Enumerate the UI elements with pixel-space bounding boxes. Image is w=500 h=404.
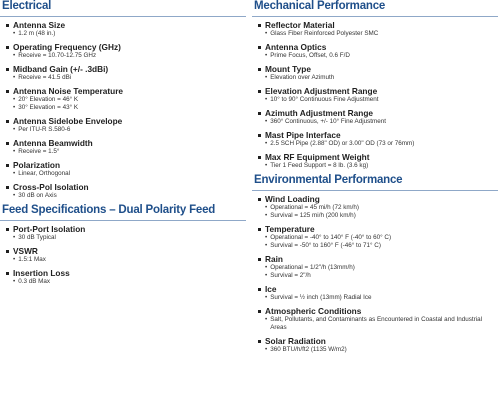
spec-item-label: Antenna Sidelobe Envelope xyxy=(13,116,123,126)
spec-item xyxy=(258,224,498,250)
dot-bullet-icon: • xyxy=(13,104,16,111)
dot-bullet-icon: • xyxy=(265,264,268,271)
spec-item-title xyxy=(6,64,246,74)
spec-item-title xyxy=(258,86,498,96)
dot-bullet-icon: • xyxy=(265,96,268,103)
spec-detail xyxy=(13,256,246,264)
spec-item-title xyxy=(258,130,498,140)
spec-item-label: Insertion Loss xyxy=(13,268,70,278)
spec-item xyxy=(258,284,498,302)
spec-item-title xyxy=(258,108,498,118)
spec-detail xyxy=(265,140,498,148)
spec-detail xyxy=(13,30,246,38)
spec-item-title xyxy=(6,268,246,278)
square-bullet-icon xyxy=(258,134,261,137)
spec-detail xyxy=(13,148,246,156)
spec-item-label: Mast Pipe Interface xyxy=(265,130,341,140)
spec-item xyxy=(258,86,498,104)
spec-detail-text: 360 BTU/h/ft2 (1135 W/m2) xyxy=(270,346,347,353)
spec-item-title xyxy=(258,42,498,52)
section-divider xyxy=(0,16,246,17)
spec-item xyxy=(258,42,498,60)
square-bullet-icon xyxy=(258,156,261,159)
spec-detail xyxy=(265,74,498,82)
spec-item-title xyxy=(258,64,498,74)
spec-detail-text: Operational = 45 mi/h (72 km/h) xyxy=(270,204,359,211)
spec-detail-text: Survival = 2"/h xyxy=(270,272,311,279)
spec-item-label: VSWR xyxy=(13,246,38,256)
spec-item-label: Polarization xyxy=(13,160,61,170)
spec-item xyxy=(6,42,246,60)
spec-detail xyxy=(265,52,498,60)
square-bullet-icon xyxy=(6,142,9,145)
square-bullet-icon xyxy=(6,250,9,253)
spec-detail xyxy=(13,278,246,286)
spec-detail xyxy=(13,234,246,242)
spec-item-title xyxy=(6,138,246,148)
spec-item-label: Port-Port Isolation xyxy=(13,224,86,234)
spec-detail xyxy=(265,204,498,212)
spec-item-title xyxy=(6,246,246,256)
square-bullet-icon xyxy=(6,228,9,231)
square-bullet-icon xyxy=(258,46,261,49)
spec-detail xyxy=(13,96,246,104)
spec-detail xyxy=(265,264,498,272)
spec-detail-text: 1.5:1 Max xyxy=(18,256,46,263)
spec-detail-text: Linear, Orthogonal xyxy=(18,170,71,177)
spec-item xyxy=(6,268,246,286)
spec-detail xyxy=(13,52,246,60)
spec-item-title xyxy=(6,42,246,52)
spec-item-title xyxy=(6,160,246,170)
spec-item-title xyxy=(258,284,498,294)
spec-item-label: Antenna Size xyxy=(13,20,66,30)
spec-item xyxy=(258,194,498,220)
spec-item-title xyxy=(258,152,498,162)
spec-item-label: Wind Loading xyxy=(265,194,320,204)
spec-detail-text: Operational = -40° to 140° F (-40° to 60° C) xyxy=(270,234,392,241)
spec-detail-text: Survival = 125 mi/h (200 km/h) xyxy=(270,212,356,219)
square-bullet-icon xyxy=(6,68,9,71)
square-bullet-icon xyxy=(258,340,261,343)
spec-detail-text: 30 dB on Axis xyxy=(18,192,57,199)
spec-item xyxy=(6,86,246,112)
spec-item-label: Azimuth Adjustment Range xyxy=(265,108,374,118)
mechanical-section xyxy=(252,0,498,170)
spec-item-label: Max RF Equipment Weight xyxy=(265,152,370,162)
spec-list xyxy=(252,194,498,354)
spec-item xyxy=(258,108,498,126)
dot-bullet-icon: • xyxy=(265,204,268,211)
dot-bullet-icon: • xyxy=(265,118,268,125)
dot-bullet-icon: • xyxy=(13,126,16,133)
spec-item-label: Ice xyxy=(265,284,277,294)
spec-item-label: Cross-Pol Isolation xyxy=(13,182,89,192)
spec-detail xyxy=(265,242,498,250)
spec-detail xyxy=(13,126,246,134)
spec-detail-text: Salt, Pollutants, and Contaminants as Encountered in Coastal and Industrial Areas xyxy=(270,316,482,331)
square-bullet-icon xyxy=(258,68,261,71)
environmental-section xyxy=(252,174,498,354)
spec-detail xyxy=(265,30,498,38)
spec-detail xyxy=(265,96,498,104)
spec-detail xyxy=(265,272,498,280)
spec-list xyxy=(0,224,246,286)
spec-list xyxy=(0,20,246,200)
spec-item-label: Elevation Adjustment Range xyxy=(265,86,378,96)
spec-item-title xyxy=(258,20,498,30)
section-divider xyxy=(0,220,246,221)
spec-detail xyxy=(265,162,498,170)
spec-detail-text: 0.3 dB Max xyxy=(18,278,51,285)
spec-item xyxy=(258,64,498,82)
spec-detail-text: Receive = 41.5 dBi xyxy=(18,74,72,81)
dot-bullet-icon: • xyxy=(265,212,268,219)
spec-detail-text: 30° Elevation = 43° K xyxy=(18,104,79,111)
spec-item-label: Mount Type xyxy=(265,64,311,74)
dot-bullet-icon: • xyxy=(265,272,268,279)
dot-bullet-icon: • xyxy=(13,192,16,199)
spec-item-label: Rain xyxy=(265,254,283,264)
dot-bullet-icon: • xyxy=(13,52,16,59)
dot-bullet-icon: • xyxy=(13,170,16,177)
dot-bullet-icon: • xyxy=(265,52,268,59)
spec-item xyxy=(6,224,246,242)
spec-detail-text: Operational = 1/2"/h (13mm/h) xyxy=(270,264,355,271)
dot-bullet-icon: • xyxy=(13,96,16,103)
spec-detail-text: 30 dB Typical xyxy=(18,234,56,241)
feed-section xyxy=(0,204,246,286)
spec-item-title xyxy=(258,194,498,204)
spec-detail xyxy=(265,234,498,242)
section-title: Environmental Performance xyxy=(254,174,403,186)
spec-detail xyxy=(13,192,246,200)
spec-item-title xyxy=(258,336,498,346)
square-bullet-icon xyxy=(6,164,9,167)
spec-item xyxy=(258,254,498,280)
dot-bullet-icon: • xyxy=(265,140,268,147)
square-bullet-icon xyxy=(258,228,261,231)
spec-detail-text: Tier 1 Feed Support = 8 lb. (3.6 kg) xyxy=(270,162,369,169)
spec-detail xyxy=(265,346,498,354)
dot-bullet-icon: • xyxy=(265,30,268,37)
spec-detail-text: Receive = 10.70-12.75 GHz xyxy=(18,52,97,59)
right-column xyxy=(252,0,498,358)
spec-item-title xyxy=(6,116,246,126)
spec-item-title xyxy=(258,306,498,316)
square-bullet-icon xyxy=(258,198,261,201)
square-bullet-icon xyxy=(258,258,261,261)
spec-detail xyxy=(265,316,498,332)
dot-bullet-icon: • xyxy=(265,162,268,169)
spec-item xyxy=(6,20,246,38)
spec-item-title xyxy=(6,182,246,192)
spec-detail xyxy=(265,212,498,220)
section-divider xyxy=(252,190,498,191)
spec-item-label: Antenna Optics xyxy=(265,42,327,52)
spec-item xyxy=(6,64,246,82)
spec-item-title xyxy=(6,224,246,234)
square-bullet-icon xyxy=(6,24,9,27)
spec-item-label: Reflector Material xyxy=(265,20,335,30)
spec-item-title xyxy=(258,254,498,264)
spec-item-title xyxy=(258,224,498,234)
square-bullet-icon xyxy=(258,310,261,313)
square-bullet-icon xyxy=(6,90,9,93)
square-bullet-icon xyxy=(6,46,9,49)
dot-bullet-icon: • xyxy=(265,294,268,301)
spec-detail-text: 1.2 m (48 in.) xyxy=(18,30,56,37)
spec-detail-text: Receive = 1.5° xyxy=(18,148,60,155)
spec-detail-text: Per ITU-R S.580-6 xyxy=(18,126,71,133)
section-title: Electrical xyxy=(2,0,52,12)
section-title: Mechanical Performance xyxy=(254,0,386,12)
spec-detail-text: Prime Focus, Offset, 0.6 F/D xyxy=(270,52,350,59)
dot-bullet-icon: • xyxy=(13,74,16,81)
spec-item xyxy=(6,138,246,156)
spec-detail xyxy=(13,104,246,112)
square-bullet-icon xyxy=(6,272,9,275)
spec-item-label: Operating Frequency (GHz) xyxy=(13,42,121,52)
spec-item-label: Temperature xyxy=(265,224,315,234)
spec-detail-text: 2.5 SCH Pipe (2.88" OD) or 3.00" OD (73 or 76mm) xyxy=(270,140,415,147)
dot-bullet-icon: • xyxy=(13,234,16,241)
spec-item-label: Antenna Noise Temperature xyxy=(13,86,124,96)
spec-item xyxy=(258,20,498,38)
spec-item xyxy=(258,130,498,148)
dot-bullet-icon: • xyxy=(265,74,268,81)
spec-detail-text: Glass Fiber Reinforced Polyester SMC xyxy=(270,30,379,37)
section-divider xyxy=(252,16,498,17)
dot-bullet-icon: • xyxy=(13,30,16,37)
spec-detail-text: 10° to 90° Continuous Fine Adjustment xyxy=(270,96,379,103)
spec-detail xyxy=(265,294,498,302)
spec-item-label: Atmospheric Conditions xyxy=(265,306,362,316)
spec-detail-text: Survival = -50° to 160° F (-46° to 71° C) xyxy=(270,242,381,249)
spec-item xyxy=(258,306,498,332)
spec-item xyxy=(6,116,246,134)
square-bullet-icon xyxy=(6,120,9,123)
spec-item xyxy=(258,152,498,170)
spec-item xyxy=(6,160,246,178)
spec-item-title xyxy=(6,20,246,30)
spec-item-label: Antenna Beamwidth xyxy=(13,138,93,148)
spec-detail-text: 360° Continuous, +/- 10° Fine Adjustment xyxy=(270,118,387,125)
square-bullet-icon xyxy=(258,112,261,115)
spec-detail-text: 20° Elevation = 46° K xyxy=(18,96,79,103)
spec-detail-text: Elevation over Azimuth xyxy=(270,74,335,81)
left-column xyxy=(0,0,246,290)
spec-item-label: Solar Radiation xyxy=(265,336,326,346)
dot-bullet-icon: • xyxy=(265,316,268,323)
dot-bullet-icon: • xyxy=(13,256,16,263)
square-bullet-icon xyxy=(258,288,261,291)
square-bullet-icon xyxy=(6,186,9,189)
dot-bullet-icon: • xyxy=(265,242,268,249)
spec-item xyxy=(6,246,246,264)
spec-detail xyxy=(265,118,498,126)
spec-item-title xyxy=(6,86,246,96)
dot-bullet-icon: • xyxy=(13,278,16,285)
section-title: Feed Specifications – Dual Polarity Feed xyxy=(2,204,216,216)
spec-detail-text: Survival = ½ inch (13mm) Radial Ice xyxy=(270,294,372,301)
spec-item xyxy=(258,336,498,354)
spec-detail xyxy=(13,170,246,178)
spec-detail xyxy=(13,74,246,82)
dot-bullet-icon: • xyxy=(13,148,16,155)
dot-bullet-icon: • xyxy=(265,346,268,353)
spec-list xyxy=(252,20,498,170)
dot-bullet-icon: • xyxy=(265,234,268,241)
spec-item xyxy=(6,182,246,200)
electrical-section xyxy=(0,0,246,200)
square-bullet-icon xyxy=(258,24,261,27)
square-bullet-icon xyxy=(258,90,261,93)
spec-item-label: Midband Gain (+/- .3dBi) xyxy=(13,64,109,74)
